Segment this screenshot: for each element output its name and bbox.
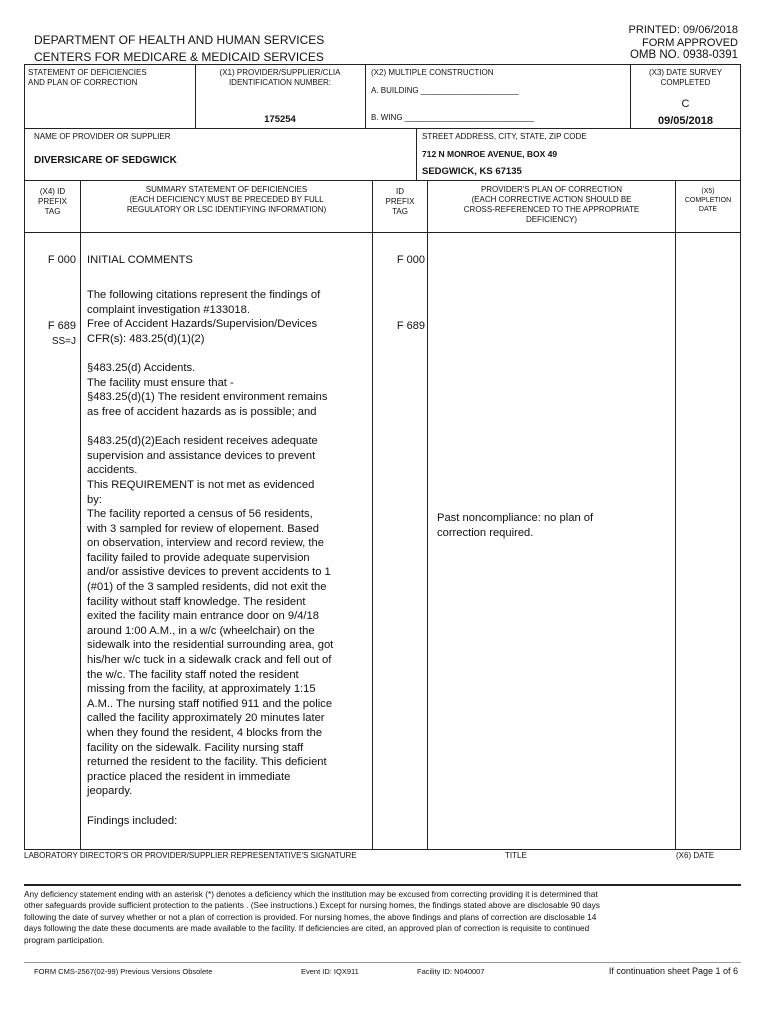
disclaimer-line: following the date of survey whether or not a plan of correction is provided. For nursing homes, the above findings and plans of correction are disclosable 14	[24, 911, 597, 922]
summary-line: with 3 sampled for review of elopement. Based	[87, 522, 319, 535]
page-indicator: If continuation sheet Page 1 of 6	[608, 966, 738, 976]
summary-line	[87, 347, 333, 362]
header-line: (X5)	[701, 188, 715, 195]
x3-label	[631, 68, 740, 88]
divider	[372, 180, 373, 850]
summary-line	[87, 799, 333, 814]
divider	[24, 64, 25, 850]
summary-line: Free of Accident Hazards/Supervision/Devices	[87, 318, 318, 331]
divider	[24, 180, 741, 181]
header-line: TAG	[44, 207, 61, 216]
address-label: STREET ADDRESS, CITY, STATE, ZIP CODE	[422, 132, 587, 141]
title-label: TITLE	[505, 851, 527, 860]
summary-line: facility on the sidewalk. Facility nursing staff	[87, 741, 304, 754]
divider	[740, 64, 741, 850]
divider	[80, 180, 81, 850]
scope-severity: SS=J	[51, 336, 76, 347]
header-line: COMPLETION	[684, 197, 732, 204]
form-approved: FORM APPROVED	[642, 36, 738, 49]
summary-line: when they found the resident, 4 blocks from the	[87, 727, 323, 739]
header-line: DEFICIENCY)	[525, 215, 578, 224]
divider	[427, 180, 428, 850]
disclaimer-line: program participation.	[24, 934, 105, 945]
disclaimer-line: other safeguards provide sufficient protection to the patients . (See instructions.) Except for nursing homes, the findings stated above are disclosable 90 days	[24, 900, 600, 911]
divider	[24, 962, 741, 963]
summary-line: sidewalk into the residential surrounding area, got	[87, 639, 334, 652]
divider	[24, 884, 741, 886]
plan-of-correction	[437, 511, 593, 540]
summary-line: INITIAL COMMENTS	[87, 254, 193, 266]
plan-header	[428, 185, 675, 225]
x3-label-line: (X3) DATE SURVEY	[648, 68, 723, 77]
summary-line: CFR(s): 483.25(d)(1)(2)	[87, 332, 205, 345]
summary-line	[87, 420, 333, 435]
agency-heading	[34, 32, 324, 66]
summary-line: The following citations represent the findings of	[87, 289, 321, 302]
header-line: SUMMARY STATEMENT OF DEFICIENCIES	[145, 185, 308, 194]
header-line: CROSS-REFERENCED TO THE APPROPRIATE	[463, 205, 640, 214]
provider-name: DIVERSICARE OF SEDGWICK	[34, 155, 177, 166]
summary-line: called the facility approximately 20 minutes later	[87, 712, 325, 725]
header-line: (EACH CORRECTIVE ACTION SHOULD BE	[471, 195, 632, 204]
header-line: DATE	[698, 206, 718, 213]
statement-label	[28, 68, 147, 88]
building-field: A. BUILDING ______________________	[371, 86, 519, 95]
header-line: PREFIX	[38, 197, 67, 206]
wing-field: B. WING _____________________________	[371, 113, 534, 122]
tag-f689-right: F 689	[396, 320, 425, 332]
summary-line: supervision and assistance devices to prevent	[87, 449, 316, 462]
summary-line: missing from the facility, at approximately 1:15	[87, 683, 316, 696]
summary-line: (#01) of the 3 sampled residents, did not exit the	[87, 581, 327, 594]
header-line: PREFIX	[385, 197, 415, 206]
disclaimer-line: days following the date these documents are made available to the facility. If deficiencies are cited, an approved plan of correction is requisite to continued	[24, 923, 590, 934]
header-line: TAG	[392, 207, 408, 216]
x1-label-line: (X1) PROVIDER/SUPPLIER/CLIA	[219, 68, 341, 77]
signature-label: LABORATORY DIRECTOR'S OR PROVIDER/SUPPLIER REPRESENTATIVE'S SIGNATURE	[24, 851, 357, 860]
x4-header	[25, 187, 80, 217]
print-info	[629, 24, 738, 62]
x1-label	[196, 68, 364, 88]
form-number: FORM CMS-2567(02-99) Previous Versions Obsolete	[34, 967, 213, 976]
divider	[24, 128, 741, 129]
disclaimer	[24, 889, 600, 946]
divider	[24, 849, 741, 850]
summary-line: A.M.. The nursing staff notified 911 and the police	[87, 697, 333, 710]
plan-line: correction required.	[437, 526, 534, 539]
summary-line: exited the facility main entrance door on 9/4/18	[87, 610, 319, 623]
summary-line: jeopardy.	[87, 785, 133, 798]
summary-line: facility without staff knowledge. The resident	[87, 595, 306, 608]
provider-name-label: NAME OF PROVIDER OR SUPPLIER	[34, 132, 171, 141]
event-id: Event ID: IQX911	[301, 967, 359, 976]
summary-line: the w/c. The facility staff noted the resident	[87, 668, 299, 681]
survey-code: C	[681, 98, 690, 110]
id-header	[373, 187, 427, 217]
x3-label-line: COMPLETED	[660, 78, 711, 87]
summary-line: facility failed to provide adequate supervision	[87, 551, 310, 564]
summary-line: practice placed the resident in immediate	[87, 770, 291, 783]
summary-line: complaint investigation #133018.	[87, 303, 250, 316]
divider	[24, 232, 741, 233]
header-line: (EACH DEFICIENCY MUST BE PRECEDED BY FULL	[129, 195, 324, 204]
address-city: SEDGWICK, KS 67135	[422, 166, 522, 177]
signature-date-label: (X6) DATE	[676, 851, 715, 860]
summary-line: by:	[87, 493, 102, 506]
summary-line: §483.25(d)(1) The resident environment remains	[87, 391, 328, 404]
summary-line: as free of accident hazards as is possible; and	[87, 405, 317, 418]
disclaimer-line: Any deficiency statement ending with an asterisk (*) denotes a deficiency which the institution may be excused from correcting providing it is determined that	[24, 889, 598, 899]
divider	[416, 128, 417, 180]
address-street: 712 N MONROE AVENUE, BOX 49	[422, 149, 558, 159]
summary-line: §483.25(d)(2)Each resident receives adequate	[87, 435, 318, 448]
header-line: ID	[396, 187, 404, 196]
summary-line: returned the resident to the facility. This deficient	[87, 756, 327, 769]
summary-line: and/or assistive devices to prevent accidents to 1	[87, 566, 331, 579]
summary-line: around 1:00 A.M., in a w/c (wheelchair) on the	[87, 624, 315, 637]
omb-number: OMB NO. 0938-0391	[629, 49, 738, 61]
provider-id-number: 175254	[264, 114, 296, 125]
summary-line: on observation, interview and record review, the	[87, 537, 324, 550]
summary-line: This REQUIREMENT is not met as evidenced	[87, 478, 315, 491]
summary-line: Findings included:	[87, 814, 178, 827]
summary-line	[87, 274, 333, 289]
tag-f689-left: F 689	[47, 320, 76, 332]
header-line: PROVIDER'S PLAN OF CORRECTION	[480, 185, 623, 194]
statement-label-line: STATEMENT OF DEFICIENCIES	[28, 68, 147, 77]
header-line: REGULATORY OR LSC IDENTIFYING INFORMATION)	[126, 205, 327, 214]
x5-header	[676, 187, 740, 214]
x2-label: (X2) MULTIPLE CONSTRUCTION	[371, 68, 494, 77]
survey-completed-date: 09/05/2018	[657, 115, 714, 127]
centers-name: CENTERS FOR MEDICARE & MEDICAID SERVICES	[34, 50, 324, 64]
summary-statement	[87, 253, 333, 828]
statement-label-line: AND PLAN OF CORRECTION	[28, 78, 138, 87]
summary-line: accidents.	[87, 464, 138, 477]
summary-header	[81, 185, 372, 215]
department-name: DEPARTMENT OF HEALTH AND HUMAN SERVICES	[34, 33, 325, 47]
summary-line: The facility must ensure that -	[87, 376, 234, 389]
divider	[675, 180, 676, 850]
summary-line: §483.25(d) Accidents.	[87, 362, 196, 375]
tag-f000-right: F 000	[396, 254, 425, 266]
divider	[365, 64, 366, 128]
plan-line: Past noncompliance: no plan of	[437, 512, 594, 524]
summary-line: The facility reported a census of 56 residents,	[87, 508, 313, 521]
printed-date: PRINTED: 09/06/2018	[628, 24, 738, 36]
x1-label-line: IDENTIFICATION NUMBER:	[228, 78, 332, 87]
divider	[24, 64, 741, 65]
facility-id: Facility ID: N040007	[417, 967, 485, 976]
summary-line: his/her w/c tuck in a sidewalk crack and fell out of	[87, 654, 332, 667]
header-line: (X4) ID	[39, 187, 66, 196]
tag-f000-left: F 000	[47, 254, 76, 266]
